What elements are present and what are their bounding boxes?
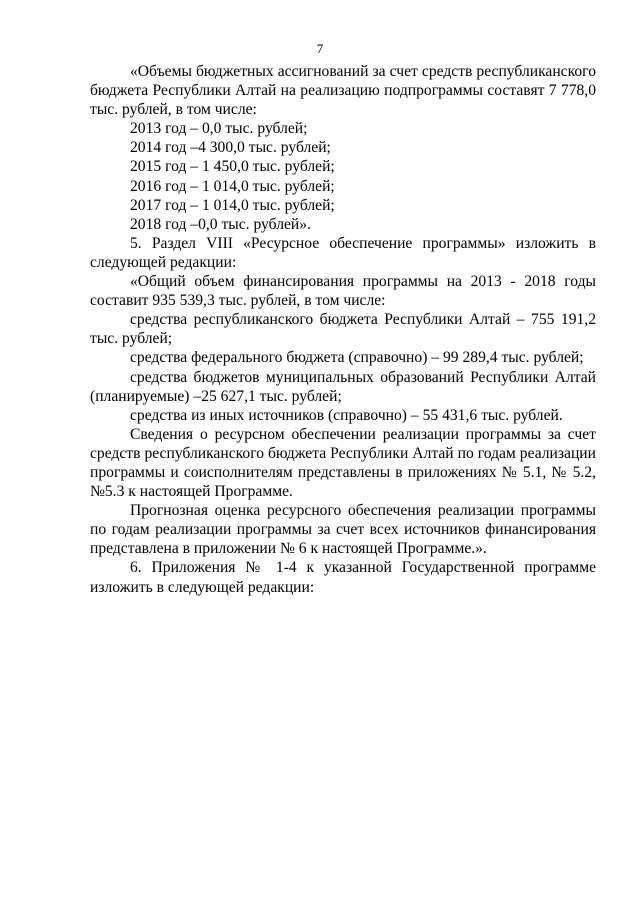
paragraph-year-2014: 2014 год –4 300,0 тыс. рублей; bbox=[130, 139, 331, 157]
paragraph-federal-budget: средства федерального бюджета (справочно) – 99 289,4 тыс. рублей; bbox=[130, 349, 584, 367]
paragraph-year-2013: 2013 год – 0,0 тыс. рублей; bbox=[130, 120, 308, 138]
paragraph-other-sources: средства из иных источников (справочно) – 55 431,6 тыс. рублей. bbox=[130, 406, 563, 424]
paragraph-item-6: 6. Приложения № 1-4 к указанной Государственной программе изложить в следующей редакции: bbox=[90, 559, 596, 596]
paragraph-item-5: 5. Раздел VIII «Ресурсное обеспечение программы» изложить в следующей редакции: bbox=[90, 234, 596, 271]
paragraph-resource-info: Сведения о ресурсном обеспечении реализации программы за счет средств республиканского бюджета Республики Алтай по годам реализации программы и соисполнителям представлены в приложениях № 5.1, № 5.2, №5.3 к настоящей Программе. bbox=[90, 425, 596, 501]
paragraph-year-2015: 2015 год – 1 450,0 тыс. рублей; bbox=[130, 158, 335, 176]
page-number: 7 bbox=[316, 41, 324, 56]
paragraph-municipal-budget: средства бюджетов муниципальных образований Республики Алтай (планируемые) –25 627,1 тыс. рублей; bbox=[90, 368, 596, 405]
paragraph-budget-intro: «Объемы бюджетных ассигнований за счет средств республиканского бюджета Республики Алтай на реализацию подпрограммы составят 7 778,0 тыс. рублей, в том числе: bbox=[90, 63, 596, 119]
paragraph-republic-budget: средства республиканского бюджета Республики Алтай – 755 191,2 тыс. рублей; bbox=[90, 311, 596, 348]
paragraph-forecast: Прогнозная оценка ресурсного обеспечения реализации программы по годам реализации программы за счет всех источников финансирования представлена в приложении № 6 к настоящей Программе.». bbox=[90, 502, 596, 558]
paragraph-total-funding: «Общий объем финансирования программы на 2013 - 2018 годы составит 935 539,3 тыс. рублей, в том числе: bbox=[90, 273, 596, 310]
paragraph-year-2016: 2016 год – 1 014,0 тыс. рублей; bbox=[130, 177, 335, 195]
paragraph-year-2018: 2018 год –0,0 тыс. рублей». bbox=[130, 215, 311, 233]
document-body bbox=[90, 62, 596, 597]
paragraph-year-2017: 2017 год – 1 014,0 тыс. рублей; bbox=[130, 196, 335, 214]
